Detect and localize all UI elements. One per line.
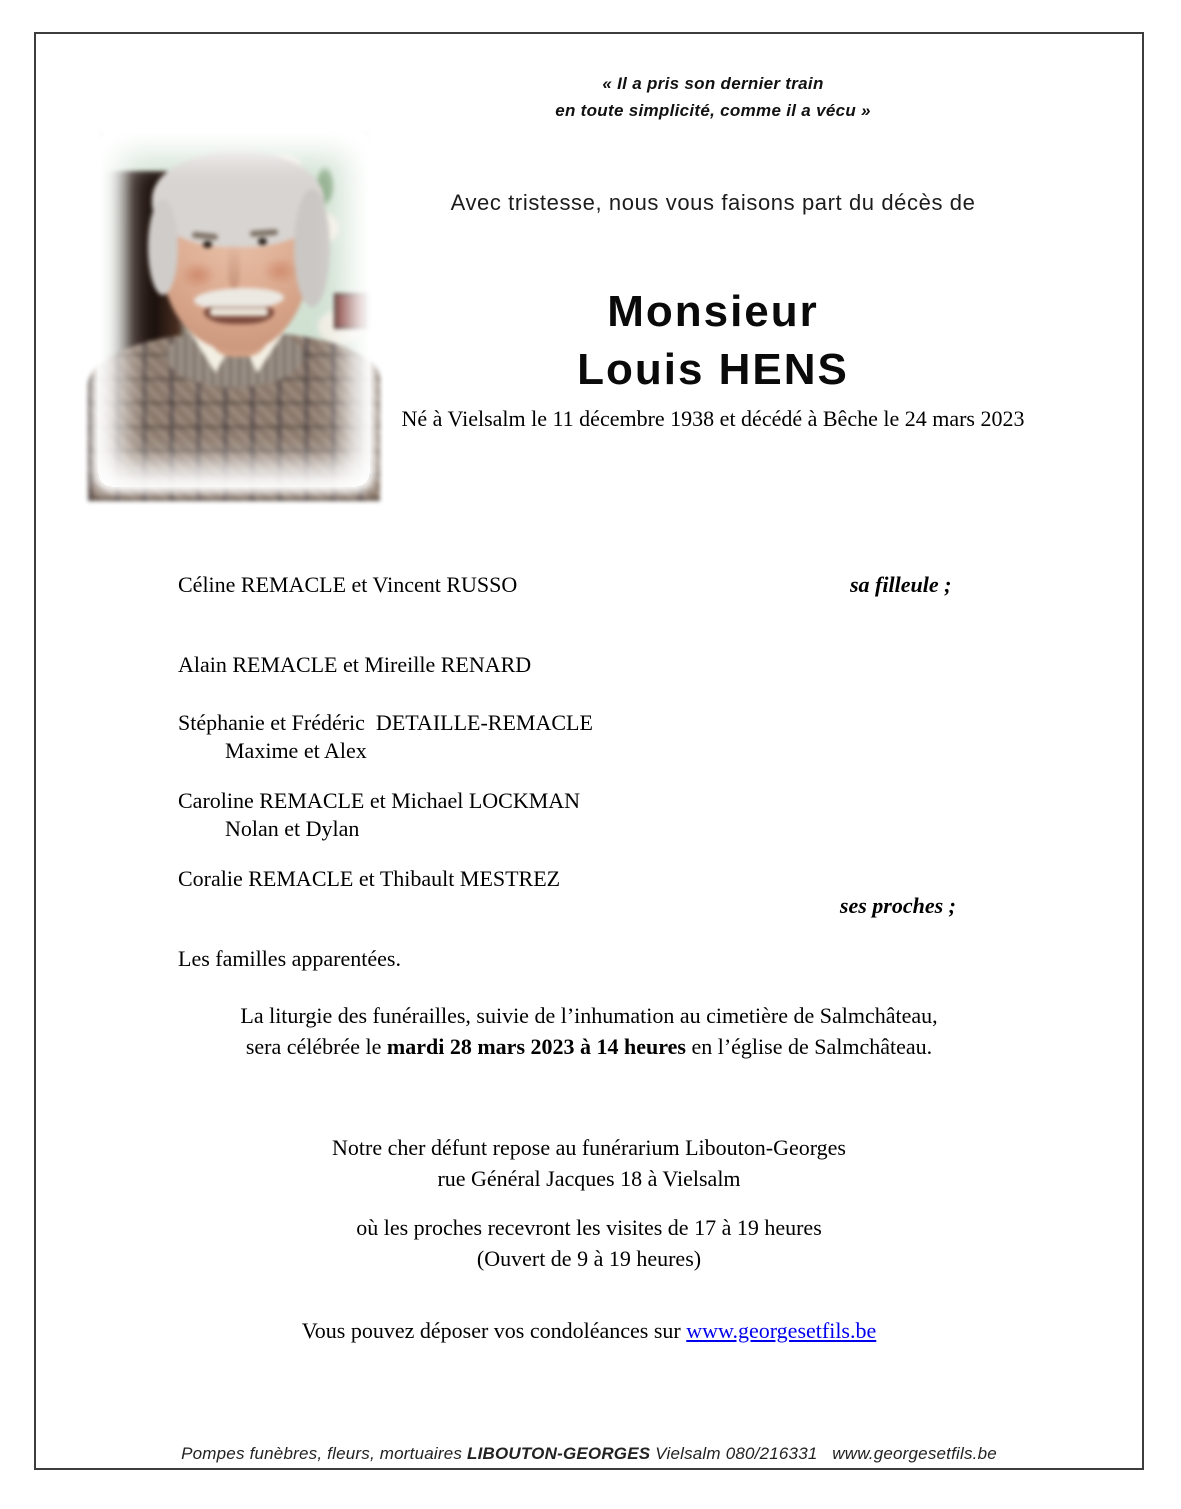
relation-label-proches: ses proches ; [839,893,956,918]
ceremony-line2-prefix: sera célébrée le [245,1034,387,1059]
relative-names-row: Céline REMACLE et Vincent RUSSO [178,572,518,597]
relative-children-row: Maxime et Alex [225,738,367,763]
footer-suffix: Vielsalm 080/216331 www.georgesetfils.be [650,1444,997,1463]
ceremony-line1: La liturgie des funérailles, suivie de l’inhumation au cimetière de Salmchâteau, [240,1003,938,1028]
footer-prefix: Pompes funèbres, fleurs, mortuaires [181,1444,468,1463]
visits-paragraph [36,1212,1142,1274]
relative-names-row: Coralie REMACLE et Thibault MESTREZ [178,866,561,891]
relative-names-row: Alain REMACLE et Mireille RENARD [178,652,532,677]
condolences-line [36,1318,1142,1344]
announcement-line: Avec tristesse, nous vous faisons part du décès de [450,190,976,215]
epitaph-quote-line2: en toute simplicité, comme il a vécu » [555,101,871,120]
epitaph-quote-line1: « Il a pris son dernier train [602,74,824,93]
relative-names-row: Stéphanie et Frédéric DETAILLE-REMACLE [178,710,593,735]
deceased-portrait-photo [100,133,368,485]
deceased-name: Louis HENS [577,345,849,394]
relation-label-filleule: sa filleule ; [850,572,952,597]
funerarium-address-paragraph [36,1132,1142,1194]
condolences-text: Vous pouvez déposer vos condoléances sur [301,1318,687,1343]
relative-children-row: Nolan et Dylan [225,816,360,841]
epitaph-quote [368,70,1058,124]
funeral-home-footer [36,1444,1142,1464]
funerarium-line1: Notre cher défunt repose au funérarium Libouton-Georges [332,1135,846,1160]
ceremony-line2 [36,1031,1142,1062]
condolences-website-link[interactable]: www.georgesetfils.be [686,1318,877,1343]
ceremony-paragraph [36,1000,1142,1062]
deceased-title: Monsieur [607,287,819,336]
relative-names-row: Caroline REMACLE et Michael LOCKMAN [178,788,581,813]
ceremony-datetime: mardi 28 mars 2023 à 14 heures [386,1034,686,1059]
funerarium-line2: rue Général Jacques 18 à Vielsalm [437,1166,741,1191]
photo-feathered-edge [98,131,370,487]
families-line: Les familles apparentées. [178,946,401,971]
visits-line2: (Ouvert de 9 à 19 heures) [476,1246,702,1271]
visits-line1: où les proches recevront les visites de 17 à 19 heures [356,1215,822,1240]
ceremony-line2-suffix: en l’église de Salmchâteau. [685,1034,933,1059]
footer-brand: LIBOUTON-GEORGES [467,1444,651,1463]
deceased-life-dates: Né à Vielsalm le 11 décembre 1938 et décédé à Bêche le 24 mars 2023 [401,406,1025,431]
